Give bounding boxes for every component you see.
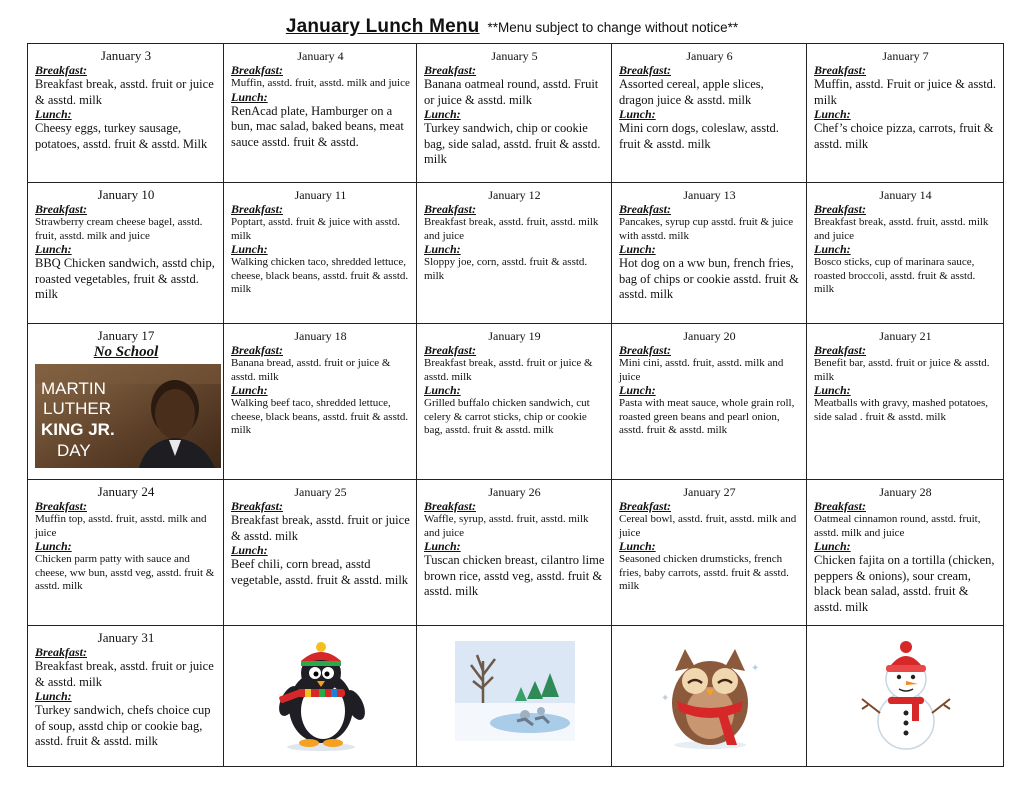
lunch-items: Chef’s choice pizza, carrots, fruit & asstd. milk: [814, 121, 994, 151]
lunch-label: Lunch:: [231, 89, 268, 104]
lunch-items: RenAcad plate, Hamburger on a bun, mac salad, baked beans, meat sauce asstd. fruit & asstd.: [231, 103, 404, 149]
lunch-items: Seasoned chicken drumsticks, french fries, baby carrots, asstd. fruit & asstd. milk: [619, 553, 789, 592]
day-date: January 13: [683, 188, 736, 202]
day-cell-jan-20: [612, 324, 807, 480]
menu-disclaimer: **Menu subject to change without notice**: [487, 20, 739, 35]
breakfast-label: Breakfast:: [424, 63, 476, 77]
breakfast-label: Breakfast:: [424, 343, 476, 357]
day-date: January 6: [686, 49, 733, 63]
owl-clipart: [655, 641, 765, 751]
lunch-items: Chicken parm patty with sauce and cheese, ww bun, asstd veg, asstd. fruit & asstd. milk: [35, 553, 215, 592]
day-date: January 12: [488, 188, 541, 202]
breakfast-label: Breakfast:: [619, 499, 671, 513]
week-row: [28, 626, 1004, 767]
lunch-label: Lunch:: [231, 543, 268, 557]
day-cell-jan-13: [612, 183, 807, 324]
lunch-items: Meatballs with gravy, mashed potatoes, side salad . fruit & asstd. milk: [814, 397, 989, 423]
lunch-label: Lunch:: [424, 539, 461, 553]
day-cell-jan-21: [807, 324, 1004, 480]
day-cell-jan-25: [224, 480, 417, 626]
breakfast-items: Breakfast break, asstd. fruit, asstd. milk and juice: [814, 216, 989, 242]
day-cell-jan-31: [28, 626, 224, 767]
day-date: January 27: [683, 485, 736, 499]
lunch-items: Chicken fajita on a tortilla (chicken, peppers & onions), sour cream, black bean salad, asstd. fruit & asstd. milk: [814, 553, 995, 614]
breakfast-items: Breakfast break, asstd. fruit, asstd. milk and juice: [424, 216, 599, 242]
day-date: January 19: [488, 329, 541, 343]
day-cell-jan-28: [807, 480, 1004, 626]
breakfast-label: Breakfast:: [35, 202, 87, 216]
lunch-label: Lunch:: [35, 539, 72, 553]
breakfast-items: Breakfast break, asstd. fruit or juice & asstd. milk: [35, 77, 214, 107]
breakfast-items: Breakfast break, asstd. fruit or juice & asstd. milk: [35, 659, 214, 689]
day-cell-jan-6: [612, 44, 807, 183]
page-title: January Lunch Menu: [285, 16, 480, 37]
day-date: January 11: [294, 188, 347, 202]
lunch-label: Lunch:: [424, 107, 461, 121]
lunch-items: Pasta with meat sauce, whole grain roll, roasted green beans and pearl onion, asstd. fruit & asstd. milk: [619, 397, 795, 436]
breakfast-items: Pancakes, syrup cup asstd. fruit & juice with asstd. milk: [619, 216, 794, 242]
mlk-line: LUTHER: [43, 399, 112, 418]
lunch-label: Lunch:: [619, 242, 656, 256]
penguin-clipart: [271, 641, 371, 753]
day-cell-jan-4: [224, 44, 417, 183]
day-date: January 3: [100, 48, 152, 63]
day-date: January 7: [882, 49, 929, 63]
day-date: January 24: [97, 484, 155, 499]
breakfast-label: Breakfast:: [424, 499, 476, 513]
breakfast-items: Muffin, asstd. Fruit or juice & asstd. milk: [814, 77, 997, 107]
week-row: [28, 44, 1004, 183]
breakfast-items: Muffin top, asstd. fruit, asstd. milk and juice: [35, 513, 207, 539]
day-cell-jan-10: [28, 183, 224, 324]
lunch-label: Lunch:: [619, 539, 656, 553]
breakfast-label: Breakfast:: [814, 499, 866, 513]
lunch-items: BBQ Chicken sandwich, asstd chip, roasted vegetables, fruit & asstd. milk: [35, 256, 215, 301]
breakfast-label: Breakfast:: [619, 343, 671, 357]
breakfast-items: Breakfast break, asstd. fruit or juice & asstd. milk: [231, 513, 410, 543]
lunch-items: Grilled buffalo chicken sandwich, cut celery & carrot sticks, chip or cookie bag, asstd. fruit & asstd. milk: [424, 397, 590, 436]
breakfast-label: Breakfast:: [619, 63, 671, 77]
lunch-items: Mini corn dogs, coleslaw, asstd. fruit & asstd. milk: [619, 121, 779, 151]
day-date: January 20: [683, 329, 736, 343]
day-cell-jan-3: [28, 44, 224, 183]
day-date: January 26: [488, 485, 541, 499]
breakfast-label: Breakfast:: [35, 63, 87, 77]
lunch-items: Sloppy joe, corn, asstd. fruit & asstd. milk: [424, 256, 588, 282]
owl-cell: [612, 626, 807, 767]
lunch-label: Lunch:: [424, 242, 461, 256]
breakfast-items: Muffin, asstd. fruit, asstd. milk and juice: [231, 77, 410, 89]
day-cell-jan-18: [224, 324, 417, 480]
no-school-notice: No School: [93, 344, 159, 360]
day-cell-jan-14: [807, 183, 1004, 324]
day-cell-jan-17: [28, 324, 224, 480]
svg-text:✦: ✦: [660, 693, 669, 704]
svg-text:✦: ✦: [750, 663, 759, 674]
breakfast-label: Breakfast:: [814, 202, 866, 216]
breakfast-items: Strawberry cream cheese bagel, asstd. fruit, asstd. milk and juice: [35, 216, 203, 242]
day-cell-jan-11: [224, 183, 417, 324]
breakfast-label: Breakfast:: [814, 63, 866, 77]
day-date: January 5: [491, 49, 538, 63]
mlk-line: MARTIN: [41, 379, 106, 398]
lunch-label: Lunch:: [814, 383, 851, 397]
lunch-label: Lunch:: [619, 383, 656, 397]
day-date: January 31: [97, 630, 155, 645]
penguin-cell: [224, 626, 417, 767]
breakfast-label: Breakfast:: [619, 202, 671, 216]
breakfast-items: Poptart, asstd. fruit & juice with asstd. milk: [231, 216, 400, 242]
lunch-label: Lunch:: [231, 383, 268, 397]
breakfast-label: Breakfast:: [35, 499, 87, 513]
lunch-label: Lunch:: [814, 242, 851, 256]
lunch-items: Turkey sandwich, chefs choice cup of soup, asstd chip or cookie bag, asstd. fruit & asstd. milk: [35, 703, 211, 748]
snowman-clipart: [856, 641, 956, 753]
breakfast-label: Breakfast:: [814, 343, 866, 357]
lunch-label: Lunch:: [814, 539, 851, 553]
lunch-label: Lunch:: [814, 107, 851, 121]
day-cell-jan-27: [612, 480, 807, 626]
week-row: [28, 183, 1004, 324]
lunch-label: Lunch:: [35, 107, 72, 121]
lunch-label: Lunch:: [35, 242, 72, 256]
breakfast-label: Breakfast:: [231, 499, 283, 513]
breakfast-items: Banana bread, asstd. fruit or juice & asstd. milk: [231, 357, 391, 383]
day-cell-jan-12: [417, 183, 612, 324]
day-date: January 28: [879, 485, 932, 499]
week-row: [28, 480, 1004, 626]
mlk-day-image: [35, 364, 221, 468]
breakfast-items: Banana oatmeal round, asstd. Fruit or juice & asstd. milk: [424, 77, 599, 107]
breakfast-items: Waffle, syrup, asstd. fruit, asstd. milk and juice: [424, 513, 589, 539]
lunch-label: Lunch:: [231, 242, 268, 256]
breakfast-items: Mini cini, asstd. fruit, asstd. milk and juice: [619, 357, 784, 383]
day-cell-jan-5: [417, 44, 612, 183]
lunch-menu-calendar: [27, 43, 1004, 767]
day-cell-jan-24: [28, 480, 224, 626]
day-date: January 10: [97, 187, 155, 202]
lunch-items: Cheesy eggs, turkey sausage, potatoes, asstd. fruit & asstd. Milk: [35, 121, 208, 151]
lunch-items: Turkey sandwich, chip or cookie bag, side salad, asstd. fruit & asstd. milk: [424, 121, 601, 166]
day-date: January 21: [879, 329, 932, 343]
lunch-items: Walking chicken taco, shredded lettuce, cheese, black beans, asstd. fruit & asstd. milk: [231, 256, 409, 295]
snowman-cell: [807, 626, 1004, 767]
breakfast-label: Breakfast:: [424, 202, 476, 216]
day-date: January 4: [297, 49, 344, 63]
breakfast-items: Oatmeal cinnamon round, asstd. fruit, asstd. milk and juice: [814, 513, 981, 539]
day-date: January 14: [879, 188, 932, 202]
breakfast-items: Cereal bowl, asstd. fruit, asstd. milk and juice: [619, 513, 797, 539]
lunch-label: Lunch:: [424, 383, 461, 397]
breakfast-label: Breakfast:: [231, 343, 283, 357]
winter-skating-clipart: [455, 641, 575, 741]
day-cell-jan-7: [807, 44, 1004, 183]
mlk-line: KING JR.: [41, 420, 115, 439]
breakfast-label: Breakfast:: [231, 202, 283, 216]
lunch-items: Walking beef taco, shredded lettuce, cheese, black beans, asstd. fruit & asstd. milk: [231, 397, 409, 436]
breakfast-label: Breakfast:: [231, 63, 283, 77]
breakfast-items: Benefit bar, asstd. fruit or juice & asstd. milk: [814, 357, 990, 383]
week-row: [28, 324, 1004, 480]
day-date: January 17: [97, 328, 155, 343]
lunch-items: Beef chili, corn bread, asstd vegetable, asstd. fruit & asstd. milk: [231, 557, 409, 587]
day-date: January 18: [294, 329, 347, 343]
mlk-line: DAY: [57, 441, 91, 460]
lunch-items: Tuscan chicken breast, cilantro lime brown rice, asstd veg, asstd. fruit & asstd. milk: [424, 553, 605, 598]
day-cell-jan-19: [417, 324, 612, 480]
lunch-label: Lunch:: [619, 107, 656, 121]
breakfast-items: Breakfast break, asstd. fruit or juice & asstd. milk: [424, 357, 593, 383]
lunch-items: Hot dog on a ww bun, french fries, bag of chips or cookie asstd. fruit & asstd. milk: [619, 256, 799, 301]
breakfast-label: Breakfast:: [35, 645, 87, 659]
lunch-items: Bosco sticks, cup of marinara sauce, roasted broccoli, asstd. fruit & asstd. milk: [814, 256, 976, 295]
breakfast-items: Assorted cereal, apple slices, dragon juice & asstd. milk: [619, 77, 764, 107]
day-date: January 25: [294, 485, 347, 499]
menu-title-row: [0, 16, 1024, 38]
winter-scene-cell: [417, 626, 612, 767]
day-cell-jan-26: [417, 480, 612, 626]
lunch-label: Lunch:: [35, 689, 72, 703]
